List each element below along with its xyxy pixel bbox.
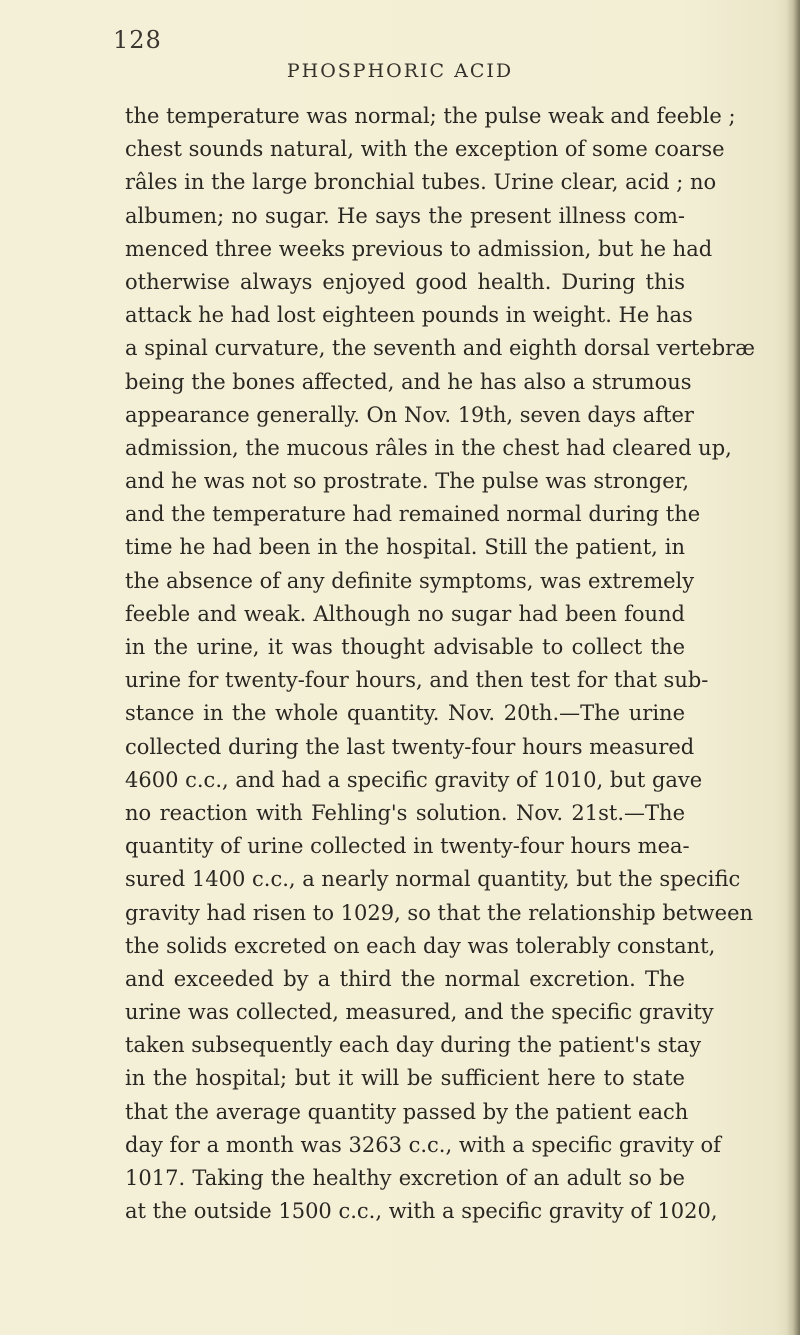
text-line: sured 1400 c.c., a nearly normal quantity, but the specific xyxy=(125,867,741,892)
text-line: gravity had risen to 1029, so that the relationship between xyxy=(125,900,754,925)
text-line: at the outside 1500 c.c., with a specific gravity of 1020, xyxy=(125,1199,718,1224)
text-line: the solids excreted on each day was tolerably constant, xyxy=(125,933,716,958)
text-line: time he had been in the hospital. Still the patient, in xyxy=(125,535,685,560)
text-line: 4600 c.c., and had a specific gravity of 1010, but gave xyxy=(125,767,703,792)
text-line: taken subsequently each day during the patient's stay xyxy=(125,1033,702,1058)
text-line: râles in the large bronchial tubes. Urine clear, acid ; no xyxy=(125,170,717,195)
text-line: albumen; no sugar. He says the present illness com- xyxy=(125,203,685,228)
text-line: and he was not so prostrate. The pulse was stronger, xyxy=(125,469,690,494)
text-line: quantity of urine collected in twenty-four hours mea- xyxy=(125,834,690,859)
text-line: appearance generally. On Nov. 19th, seven days after xyxy=(125,402,694,427)
text-line: in the urine, it was thought advisable to collect the xyxy=(125,635,685,659)
text-line: collected during the last twenty-four hours measured xyxy=(125,734,695,759)
text-line: attack he had lost eighteen pounds in weight. He has xyxy=(125,303,693,328)
text-line: menced three weeks previous to admission, but he had xyxy=(125,236,713,261)
text-line: stance in the whole quantity. Nov. 20th.—The urine xyxy=(125,701,685,726)
text-line: the temperature was normal; the pulse weak and feeble ; xyxy=(125,104,736,128)
text-line: in the hospital; but it will be sufficient here to state xyxy=(125,1066,685,1091)
text-line: no reaction with Fehling's solution. Nov. 21st.—The xyxy=(125,800,685,825)
text-line: 1017. Taking the healthy excretion of an adult so be xyxy=(125,1166,685,1190)
text-line: urine for twenty-four hours, and then test for that sub- xyxy=(125,668,709,693)
text-line: being the bones affected, and he has also a strumous xyxy=(125,369,692,394)
page-number: 128 xyxy=(113,26,162,54)
text-line: a spinal curvature, the seventh and eighth dorsal vertebræ xyxy=(125,336,755,361)
body-text xyxy=(125,100,755,1228)
text-line: that the average quantity passed by the patient each xyxy=(125,1099,689,1124)
text-line: urine was collected, measured, and the specific gravity xyxy=(125,1000,714,1025)
text-line: day for a month was 3263 c.c., with a specific gravity of xyxy=(125,1132,721,1157)
text-line: otherwise always enjoyed good health. During this xyxy=(125,269,685,294)
text-line: and exceeded by a third the normal excretion. The xyxy=(125,966,685,991)
text-line: and the temperature had remained normal during the xyxy=(125,502,701,527)
text-line: admission, the mucous râles in the chest had cleared up, xyxy=(125,435,732,460)
text-line: feeble and weak. Although no sugar had been found xyxy=(125,601,685,626)
page-edge-shadow xyxy=(786,0,800,1335)
text-line: chest sounds natural, with the exception of some coarse xyxy=(125,137,725,162)
text-line: the absence of any definite symptoms, was extremely xyxy=(125,568,695,593)
running-head: PHOSPHORIC ACID xyxy=(286,60,514,82)
